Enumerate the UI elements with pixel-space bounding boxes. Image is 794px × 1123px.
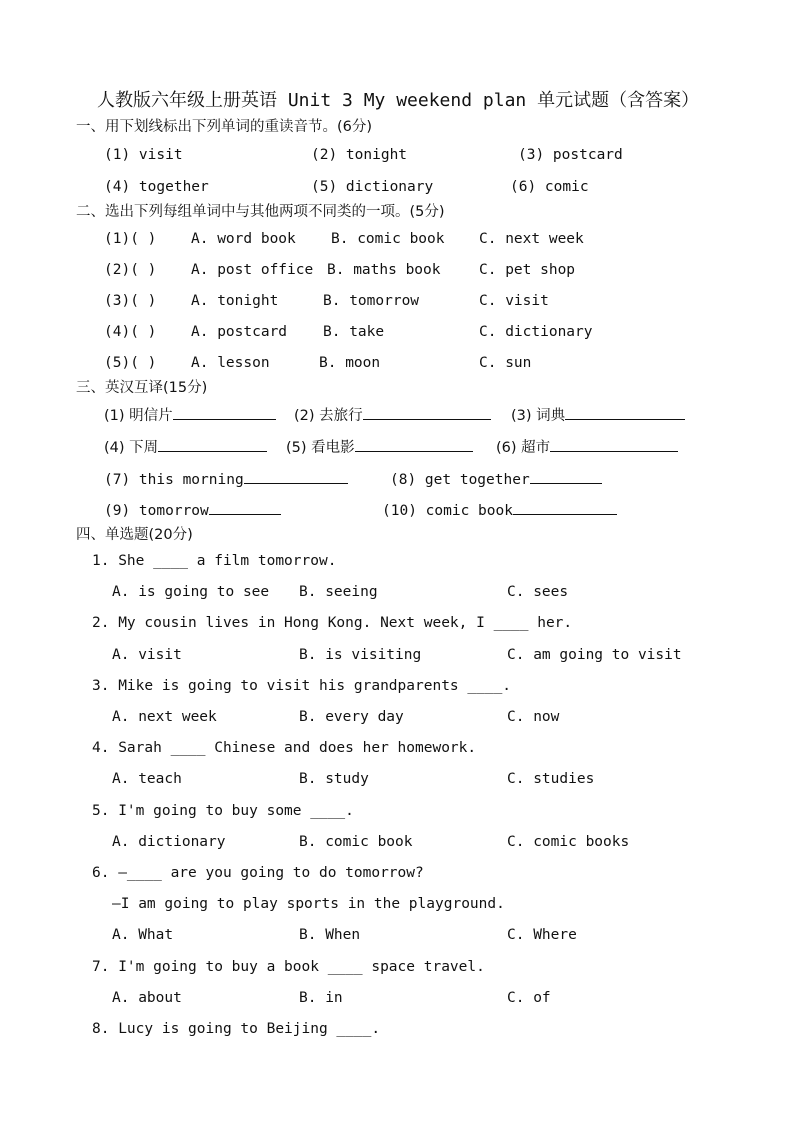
s2-row-3-num: (3)( ): [104, 293, 157, 309]
q1-option-b: B. seeing: [299, 584, 378, 600]
s3-item-6: [496, 437, 678, 457]
s3-item-4: [104, 437, 267, 457]
s3-item-7: [104, 469, 348, 489]
s2-row-5-num: (5)( ): [104, 355, 157, 371]
section-3-heading: 三、英汉互译(15分): [76, 380, 208, 396]
s3-item-7-blank[interactable]: [244, 469, 348, 484]
page-title: 人教版六年级上册英语 Unit 3 My weekend plan 单元试题（含答案）: [97, 90, 700, 111]
s2-row-2-num: (2)( ): [104, 262, 157, 278]
s2-row-1-a: A. word book: [191, 231, 296, 247]
q2-option-b: B. is visiting: [299, 647, 422, 663]
s1-item-5: (5) dictionary: [311, 179, 434, 195]
s2-row-5-b: B. moon: [319, 355, 381, 371]
s2-row-1-b: B. comic book: [331, 231, 445, 247]
q1-stem: 1. She ____ a film tomorrow.: [92, 553, 337, 569]
q2-option-a: A. visit: [112, 647, 182, 663]
section-1-heading: 一、用下划线标出下列单词的重读音节。(6分): [76, 119, 373, 135]
q4-option-c: C. studies: [507, 771, 595, 787]
s3-item-8: [390, 469, 602, 489]
s3-item-5-label: (5) 看电影: [286, 440, 355, 456]
s3-item-4-label: (4) 下周: [104, 440, 159, 456]
s2-row-2-c: C. pet shop: [479, 262, 576, 278]
s3-item-3-label: (3) 词典: [511, 408, 566, 424]
s2-row-4-num: (4)( ): [104, 324, 157, 340]
s3-item-7-label: (7) this morning: [104, 472, 244, 488]
s3-item-5-blank[interactable]: [355, 437, 473, 452]
s2-row-2-a: A. post office: [191, 262, 314, 278]
q6-option-a: A. What: [112, 927, 174, 943]
s2-row-3-c: C. visit: [479, 293, 549, 309]
q7-option-b: B. in: [299, 990, 343, 1006]
q5-option-a: A. dictionary: [112, 834, 226, 850]
s3-item-2-blank[interactable]: [363, 405, 491, 420]
s3-item-1: [104, 405, 276, 425]
q6-stem-reply: —I am going to play sports in the playground.: [112, 896, 505, 912]
q4-stem: 4. Sarah ____ Chinese and does her homework.: [92, 740, 477, 756]
s2-row-2-b: B. maths book: [327, 262, 441, 278]
q3-option-c: C. now: [507, 709, 560, 725]
q6-option-c: C. Where: [507, 927, 577, 943]
s2-row-3-b: B. tomorrow: [323, 293, 420, 309]
s3-item-1-label: (1) 明信片: [104, 408, 173, 424]
section-4-heading: 四、单选题(20分): [76, 527, 193, 543]
q1-option-c: C. sees: [507, 584, 569, 600]
s3-item-9-label: (9) tomorrow: [104, 503, 209, 519]
s3-item-10-label: (10) comic book: [382, 503, 513, 519]
s3-item-1-blank[interactable]: [173, 405, 276, 420]
q7-option-a: A. about: [112, 990, 182, 1006]
q3-option-b: B. every day: [299, 709, 404, 725]
section-2-heading: 二、选出下列每组单词中与其他两项不同类的一项。(5分): [76, 204, 445, 220]
s3-item-2: [294, 405, 491, 425]
s3-item-9-blank[interactable]: [209, 500, 281, 515]
s3-item-3-blank[interactable]: [565, 405, 685, 420]
s3-item-8-label: (8) get together: [390, 472, 530, 488]
q5-option-b: B. comic book: [299, 834, 413, 850]
q5-option-c: C. comic books: [507, 834, 630, 850]
s3-item-8-blank[interactable]: [530, 469, 602, 484]
s2-row-1-c: C. next week: [479, 231, 584, 247]
s3-item-10: [382, 500, 617, 520]
q4-option-b: B. study: [299, 771, 369, 787]
s3-item-3: [511, 405, 685, 425]
q8-stem: 8. Lucy is going to Beijing ____.: [92, 1021, 381, 1037]
q2-option-c: C. am going to visit: [507, 647, 682, 663]
s3-item-9: [104, 500, 281, 520]
q2-stem: 2. My cousin lives in Hong Kong. Next week, I ____ her.: [92, 615, 573, 631]
s1-item-2: (2) tonight: [311, 147, 408, 163]
s2-row-4-a: A. postcard: [191, 324, 288, 340]
q3-option-a: A. next week: [112, 709, 217, 725]
q7-option-c: C. of: [507, 990, 551, 1006]
q7-stem: 7. I'm going to buy a book ____ space travel.: [92, 959, 485, 975]
s3-item-5: [286, 437, 473, 457]
s3-item-4-blank[interactable]: [158, 437, 267, 452]
s1-item-3: (3) postcard: [518, 147, 623, 163]
s1-item-1: (1) visit: [104, 147, 183, 163]
s2-row-4-c: C. dictionary: [479, 324, 593, 340]
q4-option-a: A. teach: [112, 771, 182, 787]
q6-stem: 6. —____ are you going to do tomorrow?: [92, 865, 424, 881]
q1-option-a: A. is going to see: [112, 584, 270, 600]
q3-stem: 3. Mike is going to visit his grandparents ____.: [92, 678, 512, 694]
s3-item-6-blank[interactable]: [550, 437, 678, 452]
s3-item-10-blank[interactable]: [513, 500, 617, 515]
s2-row-4-b: B. take: [323, 324, 385, 340]
s2-row-3-a: A. tonight: [191, 293, 279, 309]
s2-row-5-a: A. lesson: [191, 355, 270, 371]
s1-item-4: (4) together: [104, 179, 209, 195]
s1-item-6: (6) comic: [510, 179, 589, 195]
q5-stem: 5. I'm going to buy some ____.: [92, 803, 354, 819]
s2-row-5-c: C. sun: [479, 355, 532, 371]
s3-item-6-label: (6) 超市: [496, 440, 551, 456]
s3-item-2-label: (2) 去旅行: [294, 408, 363, 424]
q6-option-b: B. When: [299, 927, 361, 943]
s2-row-1-num: (1)( ): [104, 231, 157, 247]
